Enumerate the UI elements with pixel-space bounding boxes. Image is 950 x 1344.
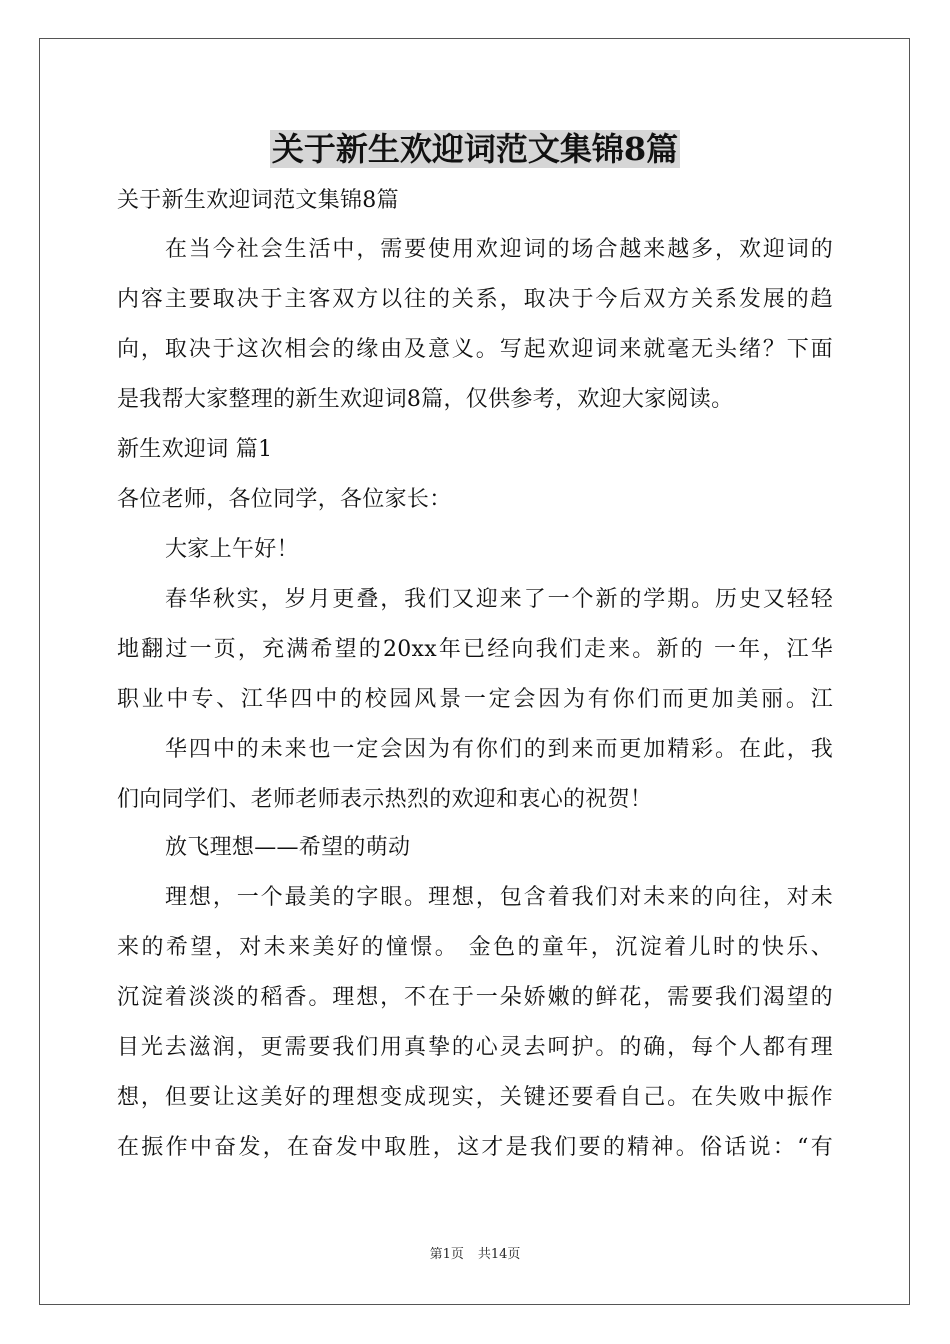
page-footer bbox=[0, 1246, 950, 1264]
paragraph-line: 理想，一个最美的字眼。理想，包含着我们对未来的向往，对未 bbox=[165, 885, 833, 910]
paragraph-line: 们向同学们、老师老师表示热烈的欢迎和衷心的祝贺！ bbox=[117, 787, 653, 812]
paragraph-line: 在当今社会生活中，需要使用欢迎词的场合越来越多，欢迎词的 bbox=[165, 237, 833, 262]
paragraph-line: 地翻过一页，充满希望的20xx年已经向我们走来。新的 一年，江华 bbox=[117, 637, 833, 662]
document-title bbox=[0, 128, 950, 170]
paragraph-line: 春华秋实，岁月更叠，我们又迎来了一个新的学期。历史又轻轻 bbox=[165, 587, 833, 612]
paragraph-line: 沉淀着淡淡的稻香。理想，不在于一朵娇嫩的鲜花，需要我们渴望的 bbox=[117, 985, 833, 1010]
page-number: 第1页 bbox=[429, 1247, 464, 1262]
paragraph-line: 在振作中奋发，在奋发中取胜，这才是我们要的精神。俗话说：“有 bbox=[117, 1135, 833, 1160]
page-border bbox=[39, 38, 910, 1305]
paragraph-line: 想，但要让这美好的理想变成现实，关键还要看自己。在失败中振作 bbox=[117, 1085, 833, 1110]
paragraph-line: 是我帮大家整理的新生欢迎词8篇，仅供参考，欢迎大家阅读。 bbox=[117, 387, 734, 412]
paragraph-line: 内容主要取决于主客双方以往的关系，取决于今后双方关系发展的趋 bbox=[117, 287, 833, 312]
greeting-line: 大家上午好！ bbox=[165, 537, 299, 562]
paragraph-line: 华四中的未来也一定会因为有你们的到来而更加精彩。在此，我 bbox=[165, 737, 833, 762]
document-title-text: 关于新生欢迎词范文集锦8篇 bbox=[271, 130, 679, 168]
paragraph-line: 向，取决于这次相会的缘由及意义。写起欢迎词来就毫无头绪？下面 bbox=[117, 337, 833, 362]
section-heading: 新生欢迎词 篇1 bbox=[117, 437, 273, 462]
paragraph-line: 目光去滋润，更需要我们用真挚的心灵去呵护。的确，每个人都有理 bbox=[117, 1035, 833, 1060]
subheading-line: 放飞理想——希望的萌动 bbox=[165, 835, 411, 860]
subtitle-line: 关于新生欢迎词范文集锦8篇 bbox=[117, 188, 399, 213]
paragraph-line: 来的希望，对未来美好的憧憬。 金色的童年，沉淀着儿时的快乐、 bbox=[117, 935, 833, 960]
paragraph-line: 职业中专、江华四中的校园风景一定会因为有你们而更加美丽。江 bbox=[117, 687, 833, 712]
page-total: 共14页 bbox=[477, 1247, 521, 1262]
salutation-line: 各位老师，各位同学，各位家长： bbox=[117, 487, 452, 512]
